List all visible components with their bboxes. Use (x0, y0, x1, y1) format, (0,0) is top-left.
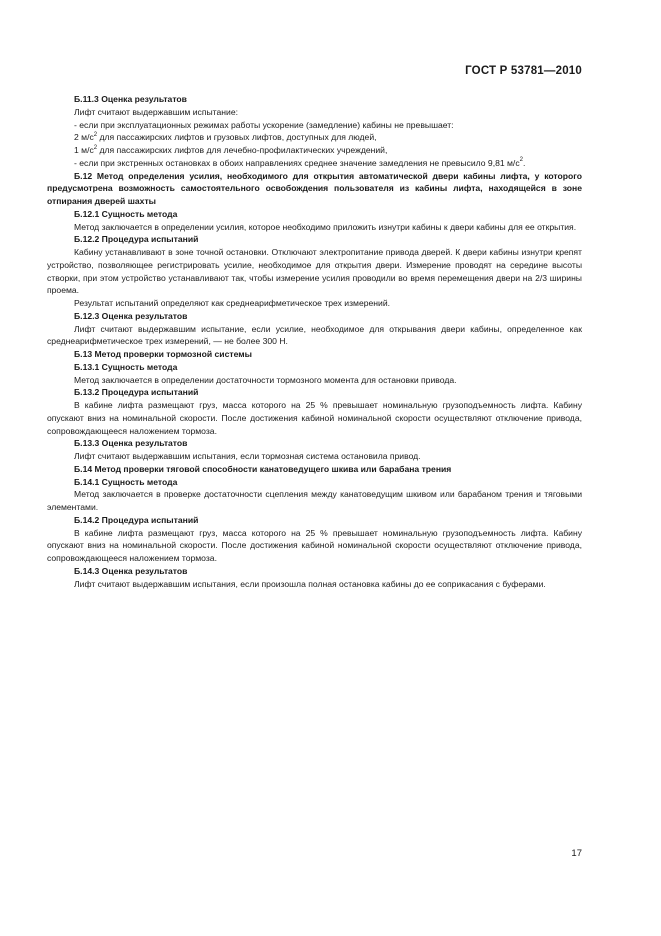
paragraph: Результат испытаний определяют как среднеарифметическое трех измерений. (74, 298, 391, 308)
page-number: 17 (571, 848, 582, 859)
paragraph: Кабину устанавливают в зоне точной остановки. Отключают электропитание привода дверей. К двери кабины изнутри крепят устройство, позволяющее регистрировать усилие, необходимое для открытия двери. Измерение проводят на середине высоты створки, при этом устройство устанавливают так, чтобы измерение усилия проводили во время перемещения двери на 2/3 ширины проема. (47, 247, 582, 296)
section-heading: Б.12.2 Процедура испытаний (74, 234, 199, 245)
paragraph: - если при эксплуатационных режимах работы ускорение (замедление) кабины не превышает: (74, 119, 454, 130)
section-heading: Б.13.1 Сущность метода (74, 361, 178, 372)
section-heading: Б.13.3 Оценка результатов (74, 438, 188, 449)
document-body (47, 93, 582, 590)
section-heading: Б.12 Метод определения усилия, необходимого для открытия автоматической двери кабины лифта, у которого предусмотрена возможность самостоятельного освобождения пользователя из кабины лифта, находящейся в зоне отпирания дверей шахты (47, 170, 582, 206)
section-heading: Б.12.3 Оценка результатов (74, 310, 188, 321)
paragraph: Метод заключается в определении достаточности тормозного момента для остановки привода. (74, 374, 457, 385)
section-heading: Б.14.3 Оценка результатов (74, 565, 188, 576)
paragraph: Метод заключается в проверке достаточности сцепления между канатоведущим шкивом или барабаном трения и тяговыми элементами. (47, 489, 582, 512)
section-heading: Б.14.1 Сущность метода (74, 476, 178, 487)
paragraph: Лифт считают выдержавшим испытания, если тормозная система остановила привод. (74, 451, 421, 461)
section-heading: Б.14 Метод проверки тяговой способности канатоведущего шкива или барабана трения (74, 463, 452, 474)
paragraph: В кабине лифта размещают груз, масса которого на 25 % превышает номинальную грузоподъемность лифта. Кабину опускают вниз на номинальной скорости. После достижения кабиной номинальной скорости осуществляют отключение привода, сопровождающееся наложением тормоза. (47, 527, 582, 563)
paragraph: Лифт считают выдержавшим испытание, если усилие, необходимое для открывания двери кабины, определенное как среднеарифметическое трех измерений, — не более 300 Н. (47, 323, 582, 347)
section-heading: Б.14.2 Процедура испытаний (74, 514, 199, 525)
paragraph: В кабине лифта размещают груз, масса которого на 25 % превышает номинальную грузоподъемность лифта. Кабину опускают вниз на номинальной скорости. После достижения кабиной номинальной скорости осуществляют отключение привода, сопровождающееся наложением тормоза. (47, 400, 582, 436)
paragraph: - если при экстренных остановках в обоих направлениях среднее значение замедления не превысило 9,81 $м/с^2$. (74, 157, 526, 168)
paragraph: Метод заключается в определении усилия, которое необходимо приложить изнутри кабины к двери кабины для ее открытия. (74, 221, 577, 232)
document-id: ГОСТ Р 53781—2010 (465, 65, 582, 77)
section-heading: Б.13.2 Процедура испытаний (74, 387, 199, 398)
section-heading: Б.12.1 Сущность метода (74, 208, 178, 219)
paragraph: Лифт считают выдержавшим испытания, если произошла полная остановка кабины до ее соприкасания с буферами. (74, 578, 546, 589)
paragraph: 2 $м/с^2$ для пассажирских лифтов и грузовых лифтов, доступных для людей, (74, 131, 377, 143)
paragraph: Лифт считают выдержавшим испытание: (74, 106, 238, 117)
paragraph: 1 $м/с^2$ для пассажирских лифтов для лечебно-профилактических учреждений, (74, 144, 388, 155)
section-heading: Б.11.3 Оценка результатов (74, 94, 187, 104)
section-heading: Б.13 Метод проверки тормозной системы (74, 349, 252, 359)
